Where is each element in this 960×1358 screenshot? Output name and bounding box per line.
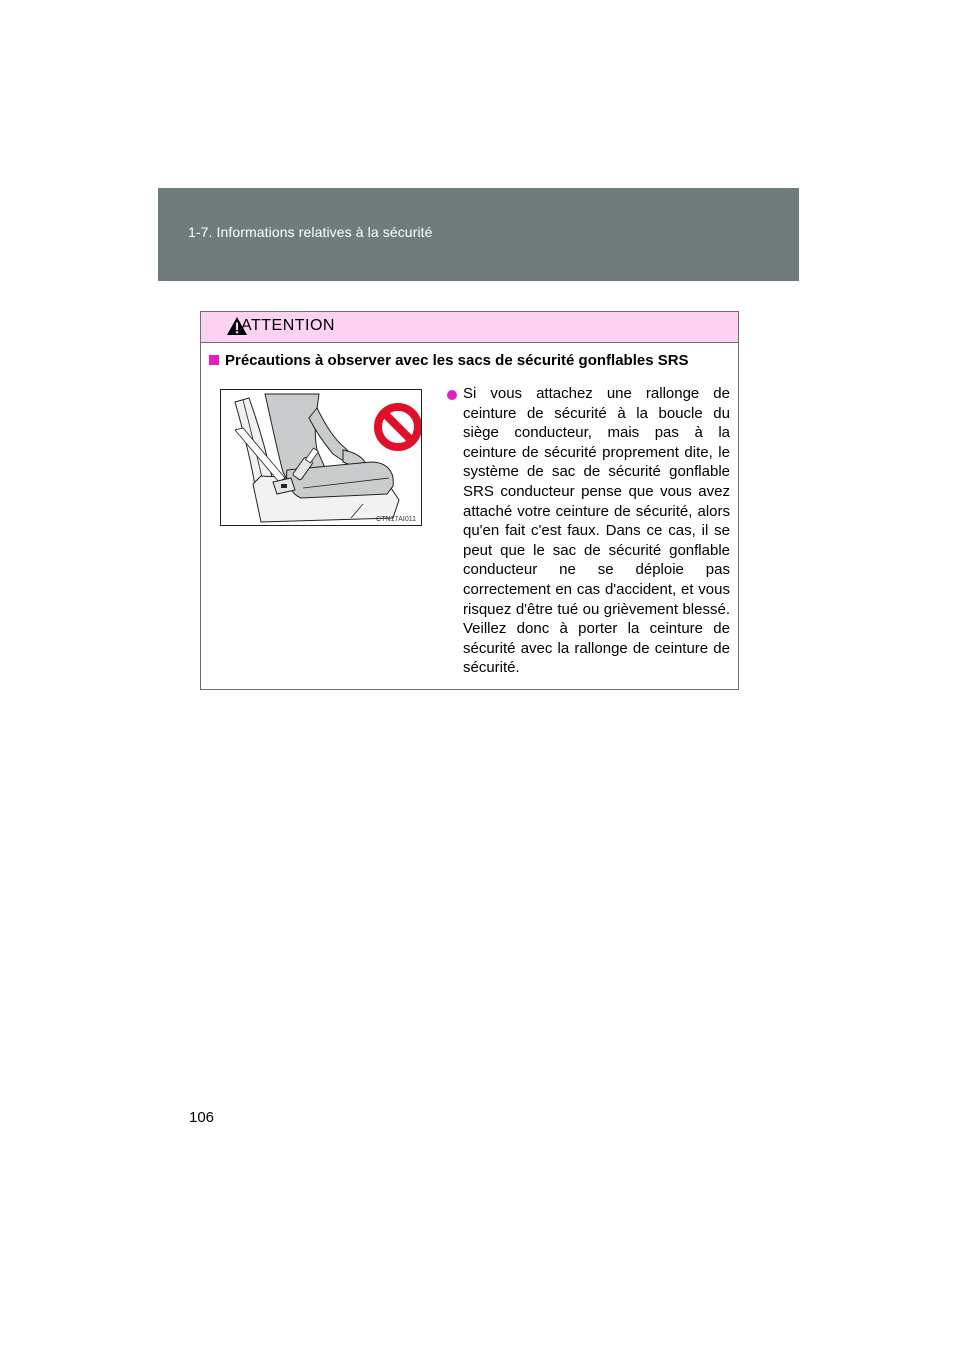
seated-driver-drawing (221, 390, 421, 525)
caution-bullet-text: Si vous attachez une rallonge de ceinture de sécurité à la boucle du siège conducteur, mais pas à la ceinture de sécurité proprement dite, le système de sac de sécurité gonflable SRS conducteur pense que vous avez attaché votre ceinture de sécurité, alors qu'en fait c'est faux. Dans ce cas, il se peut que le sac de sécurité gonflable conducteur ne se déploie pas correctement en cas d'accident, et vous risquez d'être tué ou grièvement blessé. Veillez donc à porter la ceinture de sécurité avec la rallonge de ceinture de sécurité. (463, 385, 730, 677)
caution-subtitle (209, 352, 689, 369)
section-header-band (158, 188, 799, 281)
section-title: 1-7. Informations relatives à la sécurité (188, 224, 433, 240)
page-number: 106 (189, 1109, 215, 1126)
caution-bullet-item (447, 384, 730, 678)
square-bullet-icon (209, 355, 219, 365)
caution-header (201, 312, 738, 343)
caution-label: ATTENTION (241, 317, 335, 334)
figure-code: CTN17AI011 (376, 516, 416, 523)
caution-box (200, 311, 739, 690)
caution-subtitle-text: Précautions à observer avec les sacs de sécurité gonflables SRS (225, 352, 689, 369)
round-bullet-icon (447, 390, 457, 400)
seatbelt-extender-illustration (220, 389, 422, 526)
prohibition-icon (378, 407, 418, 447)
